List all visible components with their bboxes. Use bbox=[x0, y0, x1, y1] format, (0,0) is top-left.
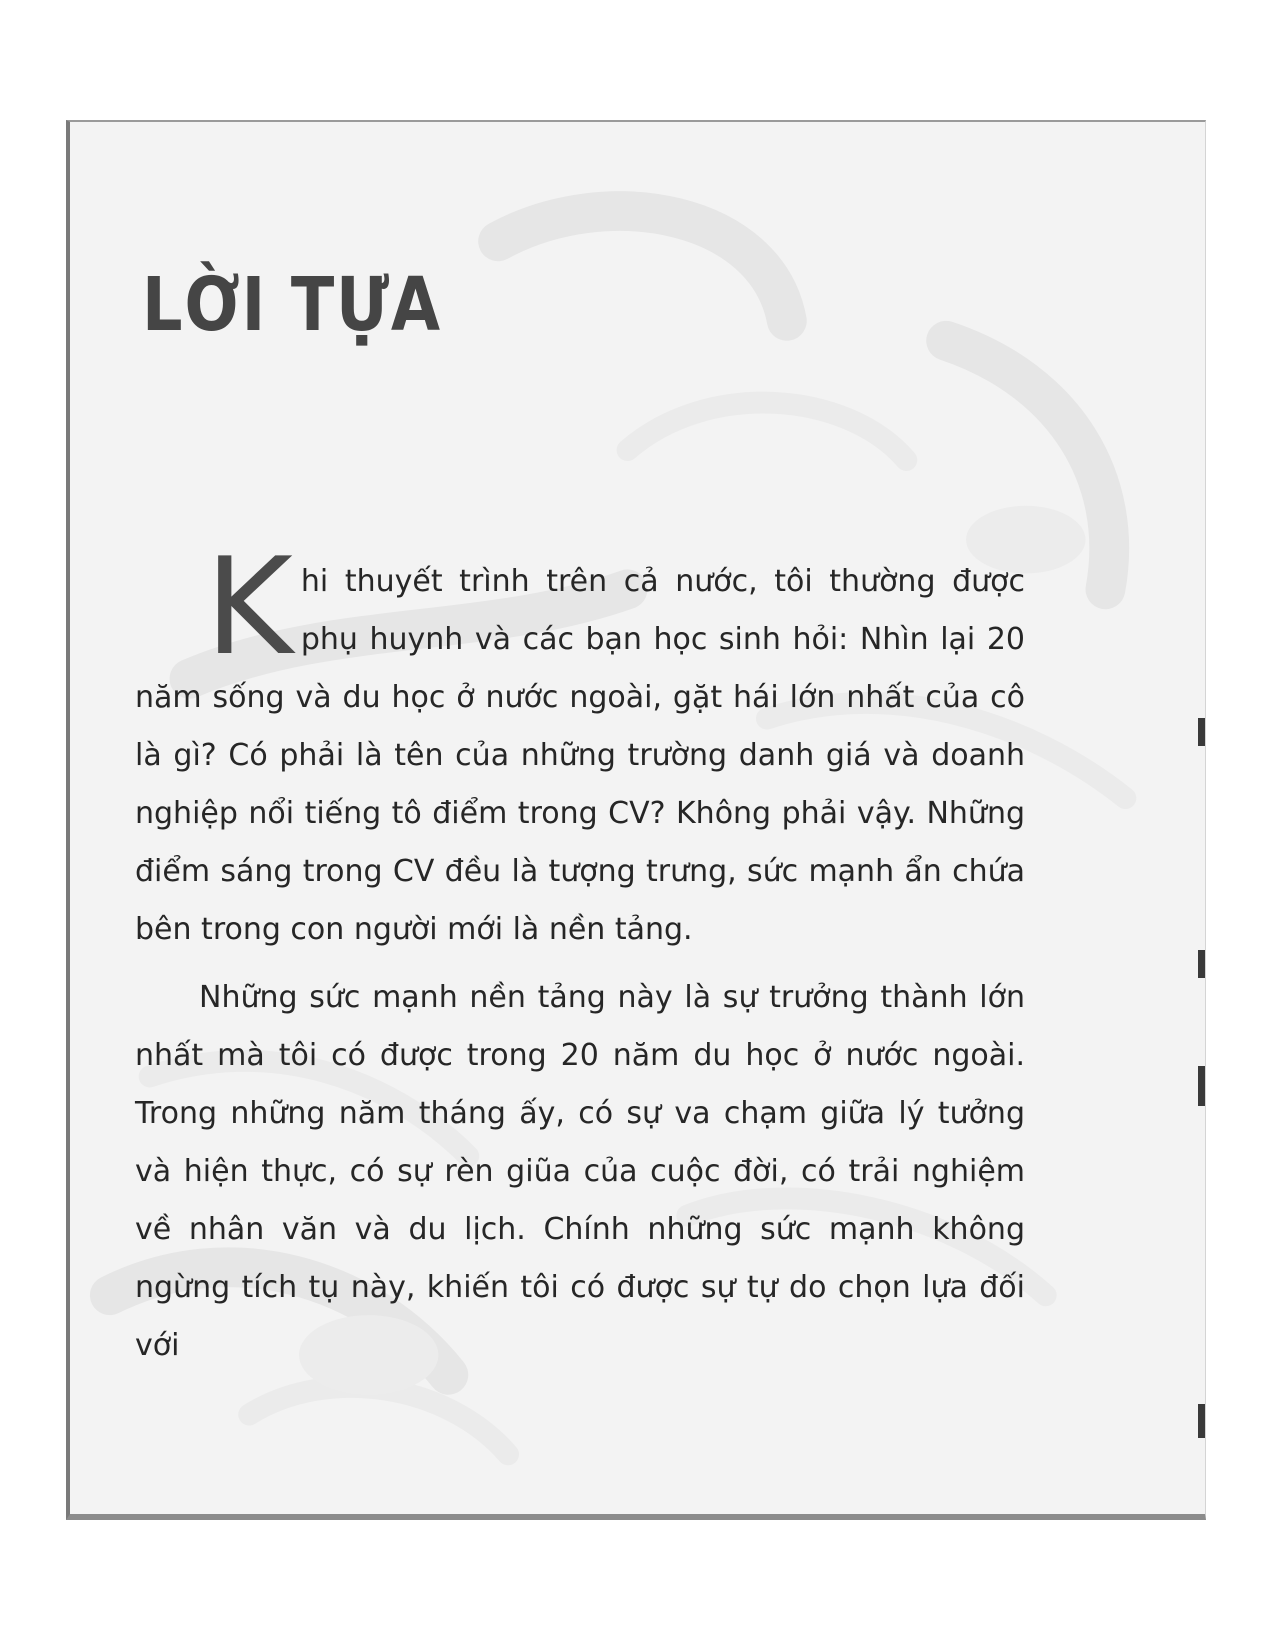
paragraph-2: Những sức mạnh nền tảng này là sự trưởng thành lớn nhất mà tôi có được trong 20 năm du học ở nước ngoài. Trong những năm tháng ấy, có sự va chạm giữa lý tưởng và hiện thực, có sự rèn giũa của cuộc đời, có trải nghiệm về nhân văn và du lịch. Chính những sức mạnh không ngừng tích tụ này, khiến tôi có được sự tự do chọn lựa đối với bbox=[135, 980, 1025, 1363]
paragraph-1 bbox=[135, 529, 1025, 959]
edge-mark-4 bbox=[1198, 1404, 1205, 1438]
paragraph-1-text: hi thuyết trình trên cả nước, tôi thường được phụ huynh và các bạn học sinh hỏi: Nhìn lại 20 năm sống và du học ở nước ngoài, gặt hái lớn nhất của cô là gì? Có phải là tên của những trường danh giá và doanh nghiệp nổi tiếng tô điểm trong CV? Không phải vậy. Những điểm sáng trong CV đều là tượng trưng, sức mạnh ẩn chứa bên trong con người mới là nền tảng. bbox=[135, 564, 1025, 947]
edge-mark-3 bbox=[1198, 1066, 1205, 1106]
edge-mark-1 bbox=[1198, 718, 1205, 746]
drop-cap: K bbox=[205, 529, 293, 685]
body-text bbox=[135, 529, 1025, 1385]
edge-mark-2 bbox=[1198, 950, 1205, 978]
chapter-title: LỜI TỰA bbox=[142, 262, 442, 348]
